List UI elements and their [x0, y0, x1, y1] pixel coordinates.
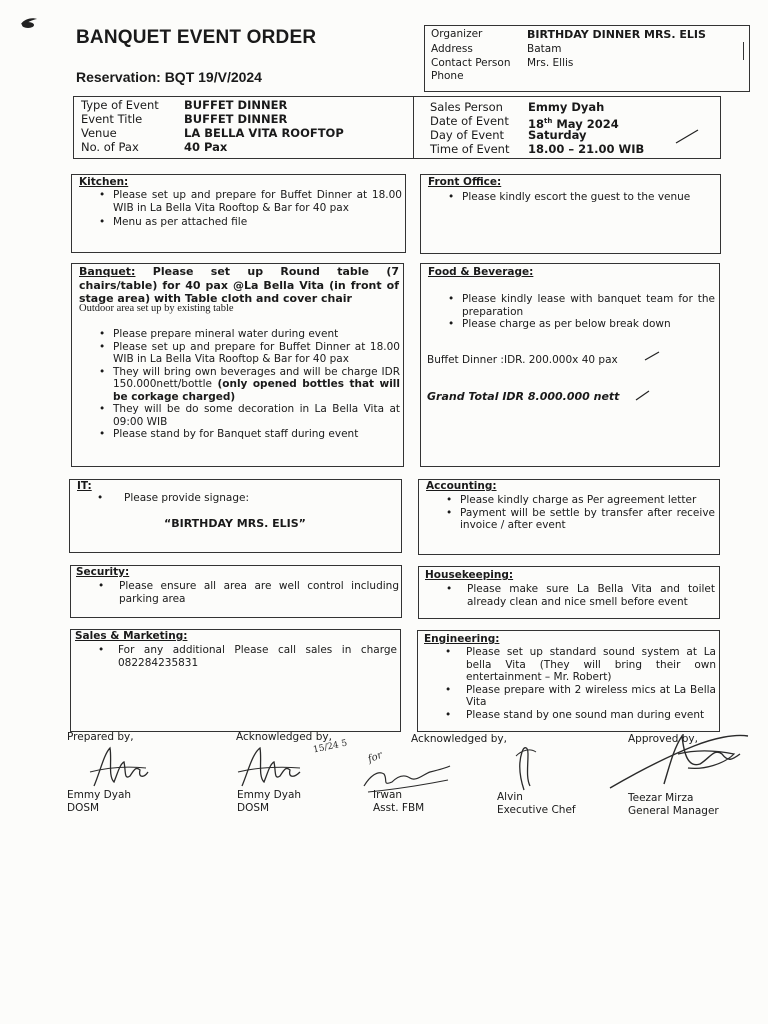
banquet-intro-text: Please set up Round table (7 chairs/table) for 40 pax @La Bella Vita (in front of stage area) with Table cloth and cover chair	[79, 265, 399, 305]
date-label: Date of Event	[430, 114, 509, 128]
front-office-item: • Please kindly escort the guest to the venue	[421, 191, 713, 204]
engineering-item: • Please set up standard sound system at La bella Vita (They will bring their own entertainment – Mr. Robert)	[418, 646, 716, 684]
banquet-item: • Please stand by for Banquet staff during event	[72, 428, 400, 441]
signer-name: Emmy Dyah	[237, 789, 302, 801]
sales-marketing-item: • For any additional Please call sales in charge 082284235831	[71, 644, 397, 669]
phone-label: Phone	[431, 70, 464, 82]
food-beverage-section	[420, 263, 720, 467]
type-label: Type of Event	[81, 98, 159, 112]
time-label: Time of Event	[430, 142, 510, 156]
document-title: BANQUET EVENT ORDER	[76, 27, 317, 48]
signer-name: Alvin	[497, 791, 523, 803]
pen-mark	[743, 42, 744, 60]
accounting-item: • Please kindly charge as Per agreement letter	[419, 494, 715, 507]
grand-total: Grand Total IDR 8.000.000 nett	[427, 390, 620, 403]
signer-title: Asst. FBM	[373, 802, 425, 814]
banquet-section	[71, 263, 404, 467]
address-label: Address	[431, 43, 473, 55]
contact-label: Contact Person	[431, 57, 511, 69]
banquet-item: • Please prepare mineral water during event	[72, 328, 400, 341]
banquet-note: Outdoor area set up by existing table	[79, 303, 234, 314]
organizer-value: BIRTHDAY DINNER MRS. ELIS	[527, 28, 706, 41]
event-details-divider	[413, 97, 414, 158]
sales-marketing-section	[70, 629, 401, 732]
banquet-heading: Banquet:	[79, 265, 136, 278]
dow-value: Saturday	[528, 128, 587, 142]
organizer-label: Organizer	[431, 28, 483, 40]
venue-label: Venue	[81, 126, 117, 140]
banquet-intro	[79, 265, 399, 306]
buffet-price-line: Buffet Dinner :IDR. 200.000x 40 pax	[427, 354, 618, 366]
front-office-heading: Front Office:	[428, 176, 502, 188]
engineering-item: • Please prepare with 2 wireless mics at La Bella Vita	[418, 684, 716, 709]
contact-value: Mrs. Ellis	[527, 57, 574, 69]
banquet-item: • Please set up and prepare for Buffet Dinner at 18.00 WIB in La Bella Vita Rooftop & Bar for 40 pax	[72, 341, 400, 366]
acknowledged-by-label: Acknowledged by,	[236, 731, 332, 743]
handwritten-date: 15/24 5	[312, 738, 349, 756]
engineering-heading: Engineering:	[424, 633, 500, 645]
housekeeping-list	[419, 583, 715, 608]
accounting-list	[419, 494, 715, 532]
accounting-section	[418, 479, 720, 555]
signer-title: Executive Chef	[497, 804, 576, 816]
venue-value: LA BELLA VITA ROOFTOP	[184, 126, 344, 140]
signer-title: DOSM	[67, 802, 100, 814]
security-section	[70, 565, 402, 618]
accounting-item: • Payment will be settle by transfer after receive invoice / after event	[419, 507, 715, 532]
signer-title: DOSM	[237, 802, 270, 814]
event-details-box	[73, 96, 721, 159]
signature-emmy-acknowledged	[234, 742, 314, 794]
date-value: 18th May 2024	[528, 116, 619, 131]
sales-value: Emmy Dyah	[528, 100, 605, 114]
event-title-label: Event Title	[81, 112, 143, 126]
sales-label: Sales Person	[430, 100, 503, 114]
it-section	[69, 479, 402, 553]
signature-alvin	[502, 742, 548, 794]
engineering-section	[417, 630, 720, 732]
signage-text: “BIRTHDAY MRS. ELIS”	[164, 517, 306, 530]
checkmark-icon	[674, 127, 702, 147]
food-beverage-item: • Please kindly lease with banquet team for the preparation	[421, 293, 715, 318]
accounting-heading: Accounting:	[426, 480, 497, 492]
food-beverage-heading: Food & Beverage:	[428, 266, 534, 278]
kitchen-list	[72, 189, 402, 229]
kitchen-heading: Kitchen:	[79, 176, 129, 188]
it-list	[70, 492, 390, 505]
banquet-list	[72, 328, 400, 441]
time-value: 18.00 – 21.00 WIB	[528, 142, 645, 156]
checkmark-icon	[634, 388, 654, 404]
housekeeping-heading: Housekeeping:	[425, 569, 514, 581]
front-office-section	[420, 174, 721, 254]
kitchen-item: • Menu as per attached file	[72, 216, 402, 229]
security-list	[71, 580, 399, 605]
engineering-list	[418, 646, 716, 721]
type-value: BUFFET DINNER	[184, 98, 288, 112]
food-beverage-list	[421, 293, 715, 331]
handwritten-for: for	[366, 749, 384, 766]
signer-name: Emmy Dyah	[67, 789, 132, 801]
it-item: • Please provide signage:	[70, 492, 390, 505]
banquet-item: • They will be do some decoration in La Bella Vita at 09:00 WIB	[72, 403, 400, 428]
banquet-item: • They will bring own beverages and will be charge IDR 150.000nett/bottle (only opened bottles that will be corkage charged)	[72, 366, 400, 404]
scan-mark-icon	[18, 14, 40, 30]
signer-name: Teezar Mirza	[628, 792, 694, 804]
kitchen-item: • Please set up and prepare for Buffet Dinner at 18.00 WIB in La Bella Vita Rooftop & Bar for 40 pax	[72, 189, 402, 214]
reservation-number: Reservation: BQT 19/V/2024	[76, 69, 262, 85]
address-value: Batam	[527, 43, 562, 55]
security-heading: Security:	[76, 566, 130, 578]
sales-marketing-heading: Sales & Marketing:	[75, 630, 188, 642]
food-beverage-item: • Please charge as per below break down	[421, 318, 715, 331]
acknowledged-by-label: Acknowledged by,	[411, 733, 507, 745]
engineering-item: • Please stand by one sound man during event	[418, 709, 716, 722]
sales-marketing-list	[71, 644, 397, 669]
pax-value: 40 Pax	[184, 140, 228, 154]
checkmark-icon	[643, 348, 663, 364]
signature-emmy-prepared	[86, 742, 156, 794]
signature-teezar	[604, 724, 754, 796]
signer-name: Irwan	[373, 789, 403, 801]
event-title-value: BUFFET DINNER	[184, 112, 288, 126]
pax-label: No. of Pax	[81, 140, 139, 154]
front-office-list	[421, 191, 713, 204]
organizer-box	[424, 25, 750, 92]
dow-label: Day of Event	[430, 128, 505, 142]
housekeeping-section	[418, 566, 720, 619]
approved-by-label: Approved by,	[628, 733, 698, 745]
it-heading: IT:	[77, 480, 92, 492]
signer-title: General Manager	[628, 805, 719, 817]
kitchen-section	[71, 174, 406, 253]
housekeeping-item: • Please make sure La Bella Vita and toilet already clean and nice smell before event	[419, 583, 715, 608]
security-item: • Please ensure all area are well control including parking area	[71, 580, 399, 605]
prepared-by-label: Prepared by,	[67, 731, 134, 743]
